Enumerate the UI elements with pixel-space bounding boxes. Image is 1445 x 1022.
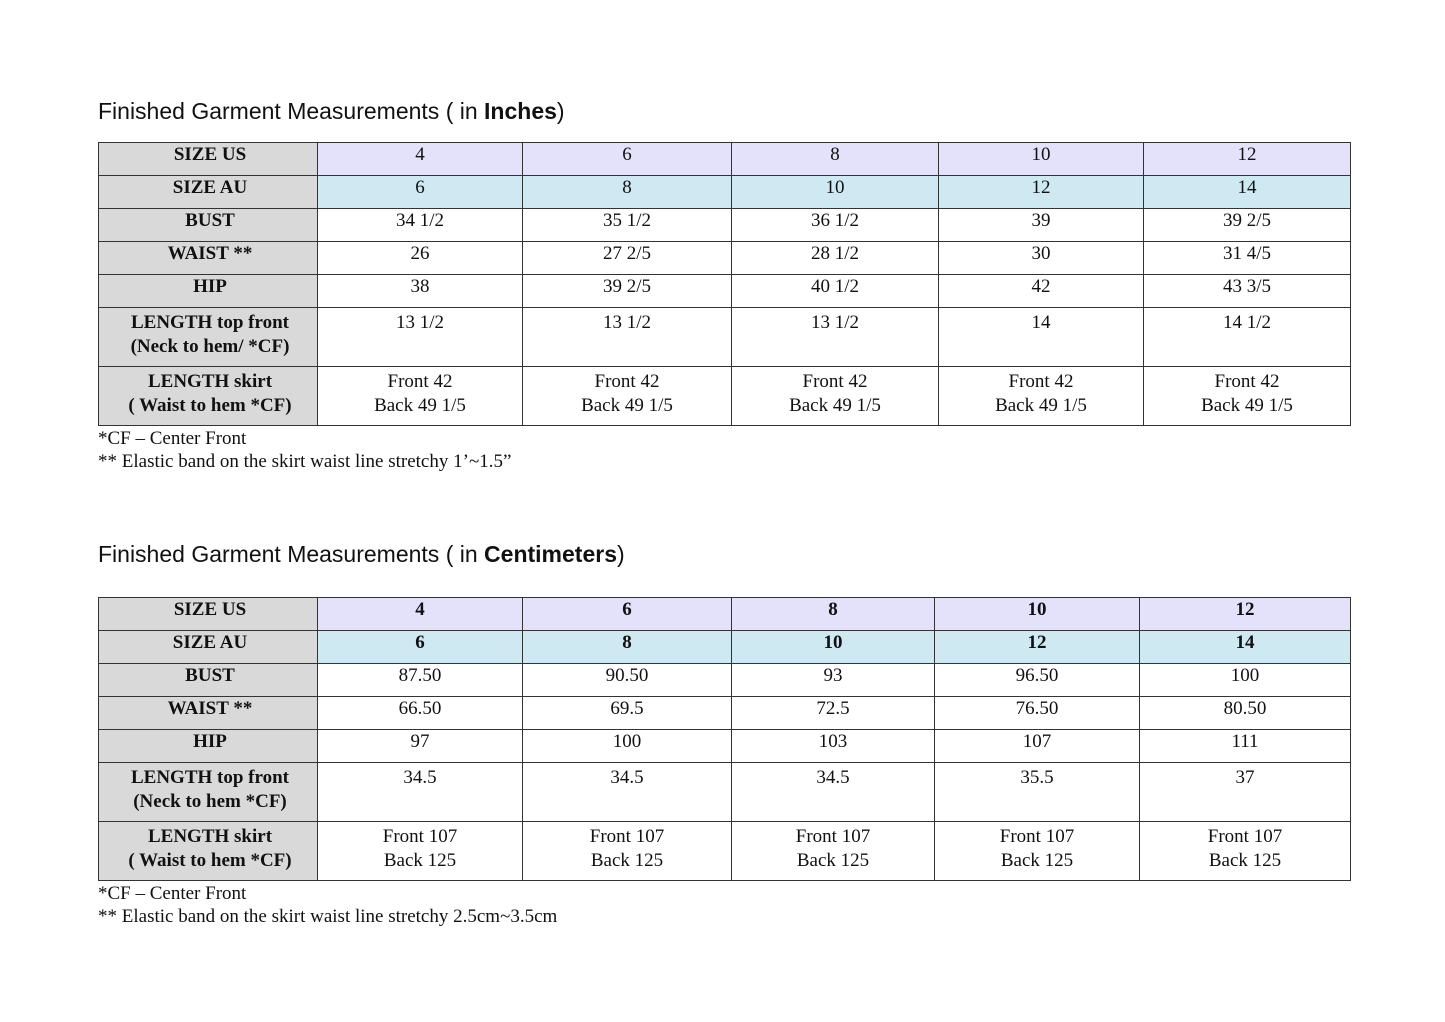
table-cell: 97 xyxy=(318,730,523,763)
centimeters-table xyxy=(98,597,1351,881)
length-top-row xyxy=(99,308,1351,367)
table-cell: 8 xyxy=(523,631,732,664)
table-cell xyxy=(732,367,939,426)
table-cell xyxy=(732,822,935,881)
row-label: WAIST ** xyxy=(99,242,318,275)
row-label: HIP xyxy=(99,275,318,308)
inches-heading-prefix: Finished Garment Measurements ( in xyxy=(98,98,485,124)
footnote: ** Elastic band on the skirt waist line stretchy 2.5cm~3.5cm xyxy=(98,906,558,927)
cell-line: Front 42 xyxy=(594,371,660,392)
table-cell: 76.50 xyxy=(935,697,1140,730)
table-cell: 12 xyxy=(935,631,1140,664)
table-cell: 6 xyxy=(523,143,732,176)
cell-line: Front 42 xyxy=(387,371,453,392)
bust-row xyxy=(99,209,1351,242)
table-cell xyxy=(1140,822,1351,881)
hip-row xyxy=(99,275,1351,308)
table-cell: 72.5 xyxy=(732,697,935,730)
table-cell: 103 xyxy=(732,730,935,763)
table-cell: 34 1/2 xyxy=(318,209,523,242)
table-cell: 39 xyxy=(939,209,1144,242)
cell-line: Front 107 xyxy=(999,826,1075,847)
centimeters-heading-suffix: ) xyxy=(616,541,625,567)
row-label: SIZE AU xyxy=(99,631,318,664)
table-cell: 34.5 xyxy=(318,763,523,822)
table-cell: 8 xyxy=(732,143,939,176)
cell-line: Front 42 xyxy=(1008,371,1074,392)
size-us-row xyxy=(99,598,1351,631)
size-au-row xyxy=(99,176,1351,209)
table-cell: 36 1/2 xyxy=(732,209,939,242)
table-cell xyxy=(1144,367,1351,426)
inches-heading-unit: Inches xyxy=(484,98,557,124)
cell-line: Back 125 xyxy=(383,850,457,871)
table-cell: 39 2/5 xyxy=(1144,209,1351,242)
table-cell: 14 xyxy=(1140,631,1351,664)
row-label xyxy=(99,763,318,822)
table-cell: 100 xyxy=(523,730,732,763)
table-cell: 8 xyxy=(523,176,732,209)
table-cell: 4 xyxy=(318,143,523,176)
centimeters-heading xyxy=(98,539,1350,569)
table-cell: 37 xyxy=(1140,763,1351,822)
table-cell xyxy=(939,367,1144,426)
size-au-row xyxy=(99,631,1351,664)
row-label xyxy=(99,822,318,881)
row-label-line: (Neck to hem/ *CF) xyxy=(130,336,290,357)
row-label: SIZE US xyxy=(99,598,318,631)
table-cell: 10 xyxy=(939,143,1144,176)
row-label-line: ( Waist to hem *CF) xyxy=(128,850,292,871)
table-cell: 34.5 xyxy=(732,763,935,822)
row-label: SIZE US xyxy=(99,143,318,176)
centimeters-notes xyxy=(98,882,1350,928)
centimeters-section xyxy=(98,539,1350,928)
table-cell: 31 4/5 xyxy=(1144,242,1351,275)
row-label: HIP xyxy=(99,730,318,763)
table-cell: 35.5 xyxy=(935,763,1140,822)
row-label xyxy=(99,308,318,367)
table-cell: 4 xyxy=(318,598,523,631)
length-skirt-row xyxy=(99,367,1351,426)
cell-line: Front 107 xyxy=(1207,826,1283,847)
table-cell: 40 1/2 xyxy=(732,275,939,308)
table-cell xyxy=(523,822,732,881)
footnote: *CF – Center Front xyxy=(98,883,247,904)
table-cell: 13 1/2 xyxy=(732,308,939,367)
table-cell: 6 xyxy=(318,631,523,664)
table-cell: 10 xyxy=(732,631,935,664)
table-cell xyxy=(318,367,523,426)
row-label-line: (Neck to hem *CF) xyxy=(133,791,287,812)
row-label: SIZE AU xyxy=(99,176,318,209)
table-cell: 6 xyxy=(523,598,732,631)
table-cell: 30 xyxy=(939,242,1144,275)
table-cell: 43 3/5 xyxy=(1144,275,1351,308)
length-skirt-row xyxy=(99,822,1351,881)
inches-section xyxy=(98,96,1350,473)
cell-line: Front 42 xyxy=(1214,371,1280,392)
cell-line: Back 49 1/5 xyxy=(1201,395,1293,416)
inches-heading-suffix: ) xyxy=(556,98,565,124)
cell-line: Front 107 xyxy=(589,826,665,847)
table-cell: 13 1/2 xyxy=(318,308,523,367)
cell-line: Back 49 1/5 xyxy=(374,395,466,416)
table-cell: 14 xyxy=(939,308,1144,367)
table-cell: 12 xyxy=(1140,598,1351,631)
footnote: ** Elastic band on the skirt waist line stretchy 1’~1.5” xyxy=(98,451,512,472)
table-cell: 111 xyxy=(1140,730,1351,763)
length-top-row xyxy=(99,763,1351,822)
table-cell: 12 xyxy=(939,176,1144,209)
inches-notes xyxy=(98,427,1350,473)
table-cell: 100 xyxy=(1140,664,1351,697)
row-label xyxy=(99,367,318,426)
table-cell: 27 2/5 xyxy=(523,242,732,275)
row-label-line: LENGTH top front xyxy=(130,767,289,788)
table-cell: 34.5 xyxy=(523,763,732,822)
inches-table xyxy=(98,142,1351,426)
bust-row xyxy=(99,664,1351,697)
centimeters-heading-unit: Centimeters xyxy=(484,541,617,567)
cell-line: Back 125 xyxy=(1000,850,1074,871)
row-label-line: LENGTH top front xyxy=(130,312,289,333)
table-cell: 10 xyxy=(935,598,1140,631)
cell-line: Back 49 1/5 xyxy=(995,395,1087,416)
inches-heading xyxy=(98,96,1350,126)
table-cell: 14 1/2 xyxy=(1144,308,1351,367)
cell-line: Back 125 xyxy=(796,850,870,871)
table-cell xyxy=(935,822,1140,881)
cell-line: Back 49 1/5 xyxy=(581,395,673,416)
footnote: *CF – Center Front xyxy=(98,428,247,449)
table-cell: 93 xyxy=(732,664,935,697)
table-cell: 96.50 xyxy=(935,664,1140,697)
table-cell xyxy=(523,367,732,426)
table-cell: 35 1/2 xyxy=(523,209,732,242)
table-cell: 39 2/5 xyxy=(523,275,732,308)
table-cell: 26 xyxy=(318,242,523,275)
row-label: BUST xyxy=(99,209,318,242)
table-cell: 90.50 xyxy=(523,664,732,697)
table-cell: 66.50 xyxy=(318,697,523,730)
centimeters-heading-prefix: Finished Garment Measurements ( in xyxy=(98,541,485,567)
cell-line: Front 42 xyxy=(802,371,868,392)
table-cell: 42 xyxy=(939,275,1144,308)
cell-line: Front 107 xyxy=(795,826,871,847)
row-label-line: ( Waist to hem *CF) xyxy=(128,395,292,416)
table-cell: 12 xyxy=(1144,143,1351,176)
table-cell: 10 xyxy=(732,176,939,209)
row-label-line: LENGTH skirt xyxy=(147,826,273,847)
table-cell: 28 1/2 xyxy=(732,242,939,275)
hip-row xyxy=(99,730,1351,763)
waist-row xyxy=(99,242,1351,275)
cell-line: Back 49 1/5 xyxy=(789,395,881,416)
cell-line: Back 125 xyxy=(1208,850,1282,871)
table-cell xyxy=(318,822,523,881)
table-cell: 80.50 xyxy=(1140,697,1351,730)
waist-row xyxy=(99,697,1351,730)
table-cell: 14 xyxy=(1144,176,1351,209)
table-cell: 8 xyxy=(732,598,935,631)
size-us-row xyxy=(99,143,1351,176)
table-cell: 6 xyxy=(318,176,523,209)
cell-line: Back 125 xyxy=(590,850,664,871)
row-label: WAIST ** xyxy=(99,697,318,730)
row-label-line: LENGTH skirt xyxy=(147,371,273,392)
table-cell: 107 xyxy=(935,730,1140,763)
cell-line: Front 107 xyxy=(382,826,458,847)
row-label: BUST xyxy=(99,664,318,697)
table-cell: 69.5 xyxy=(523,697,732,730)
table-cell: 87.50 xyxy=(318,664,523,697)
table-cell: 13 1/2 xyxy=(523,308,732,367)
table-cell: 38 xyxy=(318,275,523,308)
